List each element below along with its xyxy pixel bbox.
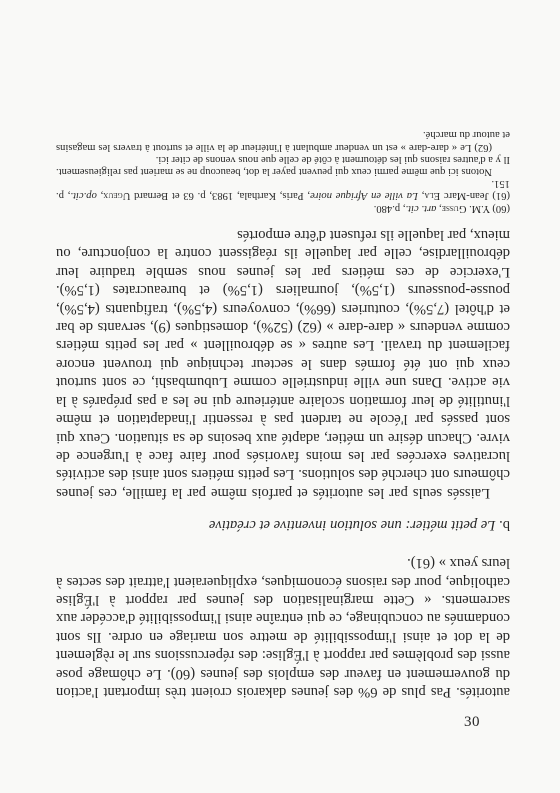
paragraph-authorities: autorités. Pas plus de 6% des jeunes dakarois croient très important l'action du gouvernement en faveur des emplois des jeunes (60). Le chômage pose aussi des problèmes par rapport à l'Église: des répercussions sur le règlement de la dot et ainsi l'impossibilité de mettre son mariage en ordre. Ils sont condamnés au concubinage, ce qui entraîne ainsi l'impossibilité d'accéder aux sacrements. « Cette marginalisation des jeunes par rapport à l'Église catholique, pour des raisons économiques, expliqueraient l'attrait des sectes à leurs yeux » (61).: [56, 555, 510, 700]
section-title: Le petit métier: une solution inventive et créative: [208, 516, 496, 533]
footnote-60: (60) Y.M. Gusse, art. cit., p.480.: [373, 202, 510, 214]
footnote-61-author: Ela: [424, 190, 441, 202]
section-number: b.: [499, 516, 510, 533]
footnote-61-comment: Notons ici que même parmi ceux qui peuvent payer la dot, beaucoup ne se marient pas religieusement. Il y a d'autres raisons qui les détournent à côté de celle que nous venons de citer ici.: [56, 153, 510, 178]
footnote-60-page: , p.480.: [373, 202, 406, 214]
footnote-62: (62) Le « dare-dare » est un vendeur ambulant à l'intérieur de la ville et surtout à travers les magasins et autour du marché.: [56, 129, 510, 153]
page-body: [56, 128, 510, 701]
section-heading: [56, 516, 510, 534]
footnote-60-prefix: (60) Y.M.: [466, 202, 510, 214]
paragraph-small-jobs: Laissés seuls par les autorités et parfois même par la famille, ces jeunes chômeurs ont cherché des solutions. Les petits métiers sont ainsi des activités lucratives exercées par les moins favorisés pour faire face à l'urgence de vivre. Chacun désire un métier, adapté aux besoins de sa situation. Ceux qui sont passés par l'école ne tardent pas à ressentir l'inadaptation et même l'inutilité de leur formation scolaire antérieure qui ne les a pas préparés à la vie active. Dans une ville industrielle comme Lubumbashi, ce sont surtout ceux qui ont été formés dans le secteur technique qui trouvent encore facilement du travail. Les autres « se débrouillent » par les petits métiers comme vendeurs « dare-dare » (62) (52%), domestiques (9), servants de bar et d'hôtel (7,5%), couturiers (66%), convoyeurs (4,5%), trafiquants (4,5%), pousse-pousseurs (1,5%), journaliers (1,5%) et bureaucrates (1,5%). L'exercice de ces métiers par les jeunes nous semble traduire leur débrouillardise, celle par laquelle ils réagissent contre la conjoncture, ou mieux, par laquelle ils refusent d'être emportés: [56, 227, 510, 501]
page-number: 30: [464, 714, 480, 730]
footnote-61: (61) Jean-Marc Ela, La ville en Afrique noire, Paris, Karthala, 1983, p. 63 et Bernard Ugeux, op.cit., p. 151.: [56, 178, 510, 202]
footnote-60-author: Gusse: [441, 202, 467, 214]
footnote-61-ref-2: op.cit.: [70, 190, 97, 202]
footnote-60-ref: art. cit.: [405, 202, 437, 214]
footnote-61-publisher: , Paris, Karthala, 1983, p. 63 et Bernard: [130, 190, 310, 202]
footnote-61-author-2: Ugeux: [103, 190, 131, 202]
footnotes: [56, 128, 510, 213]
footnote-61-title: La ville en Afrique noire: [310, 190, 418, 202]
footnote-61-page-2: , p. 151.: [56, 178, 510, 202]
footnote-61-prefix: (61) Jean-Marc: [440, 190, 510, 202]
